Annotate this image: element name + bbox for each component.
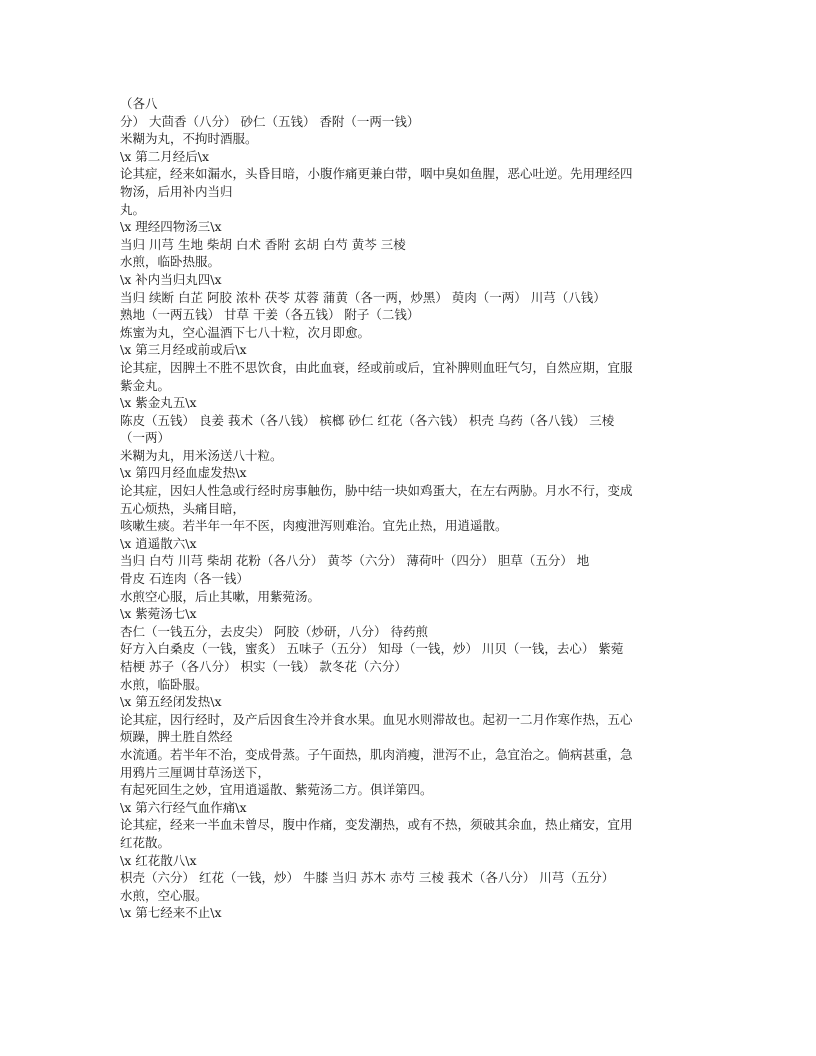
text-line: 水煎空心服，后止其嗽，用紫菀汤。 [120,588,321,604]
document-page [120,95,700,922]
text-line: 物汤，后用补内当归 [120,183,233,199]
section-heading: \x 逍遥散六\x [120,535,197,551]
section-heading: \x 紫菀汤七\x [120,606,197,622]
text-line: 有起死回生之妙，宜用逍遥散、紫菀汤二方。俱详第四。 [120,782,433,798]
section-heading: \x 第二月经后\x [120,148,209,164]
text-line: 咳嗽生痰。若半年一年不医，肉瘦泄泻则难治。宜先止热，用逍遥散。 [120,518,508,534]
text-line: 用鸦片三厘调甘草汤送下， [120,764,271,780]
text-line: 论其症，因妇人性急或行经时房事触伤，胁中结一块如鸡蛋大，在左右两胁。月水不行，变成 [120,483,633,499]
section-heading: \x 第七经来不止\x [120,905,222,921]
text-line: （各八 [120,96,158,111]
text-line: 当归 续断 白芷 阿胶 浓朴 茯苓 苁蓉 蒲黄（各一两，炒黑） 萸肉（一两） 川芎（八钱） [120,289,606,305]
text-line: 杏仁（一钱五分，去皮尖） 阿胶（炒研，八分） 待药煎 [120,623,428,639]
text-line: 水煎，空心服。 [120,887,208,903]
text-line: 米糊为丸，用米汤送八十粒。 [120,447,283,463]
section-heading: \x 第六行经气血作痛\x [120,799,247,815]
text-line: 水煎，临卧服。 [120,676,208,692]
section-heading: \x 理经四物汤三\x [120,219,222,235]
text-line: 论其症，经来如漏水，头昏目暗，小腹作痛更兼白带，咽中臭如鱼腥，恶心吐逆。先用理经四 [120,166,633,182]
text-line: 当归 川芎 生地 柴胡 白术 香附 玄胡 白芍 黄芩 三棱 [120,236,406,252]
text-line: 丸。 [120,201,146,217]
text-line: 论其症，经来一半血未曾尽，腹中作痛，变发潮热，或有不热，须破其余血，热止痛安，宜用 [120,817,633,833]
text-line: 分） 大茴香（八分） 砂仁（五钱） 香附（一两一钱） [120,113,420,129]
text-line: 骨皮 石连肉（各一钱） [120,571,249,587]
section-heading: \x 补内当归丸四\x [120,271,222,287]
text-line: 烦躁，脾土胜自然经 [120,729,233,745]
text-line: 炼蜜为丸，空心温酒下七八十粒，次月即愈。 [120,324,371,340]
section-heading: \x 第四月经血虚发热\x [120,465,247,481]
text-line: 熟地（一两五钱） 甘草 干姜（各五钱） 附子（二钱） [120,307,420,323]
text-line: 当归 白芍 川芎 柴胡 花粉（各八分） 黄芩（六分） 薄荷叶（四分） 胆草（五分） 地 [120,553,590,569]
text-line: 枳壳（六分） 红花（一钱，炒） 牛膝 当归 苏木 赤芍 三棱 莪术（各八分） 川芎（五分） [120,870,615,886]
section-heading: \x 紫金丸五\x [120,395,197,411]
section-heading: \x 第五经闭发热\x [120,694,222,710]
text-line: 水流通。若半年不治，变成骨蒸。子午面热，肌肉消瘦，泄泻不止，急宜治之。倘病甚重，急 [120,746,633,762]
text-line: 五心烦热，头痛目暗， [120,500,246,516]
text-line: （一两） [120,430,171,446]
text-line: 米糊为丸，不拘时酒服。 [120,131,258,147]
text-line: 桔梗 苏子（各八分） 枳实（一钱） 款冬花（六分） [120,659,407,674]
text-line: 论其症，因脾土不胜不思饮食，由此血衰，经或前或后，宜补脾则血旺气匀，自然应期，宜服 [120,359,633,375]
text-line: 论其症，因行经时，及产后因食生冷并食水果。血见水则滞故也。起初一二月作寒作热，五心 [120,711,633,727]
text-line: 红花散。 [120,834,171,850]
section-heading: \x 第三月经或前或后\x [120,342,247,358]
section-heading: \x 红花散八\x [120,852,197,868]
text-line: 好方入白桑皮（一钱，蜜炙） 五味子（五分） 知母（一钱，炒） 川贝（一钱，去心） 紫菀 [120,641,624,657]
text-line: 陈皮（五钱） 良姜 莪术（各八钱） 槟榔 砂仁 红花（各六钱） 枳壳 乌药（各八钱） 三棱 [120,412,615,428]
text-line: 紫金丸。 [120,377,171,393]
text-line: 水煎，临卧热服。 [120,254,221,270]
